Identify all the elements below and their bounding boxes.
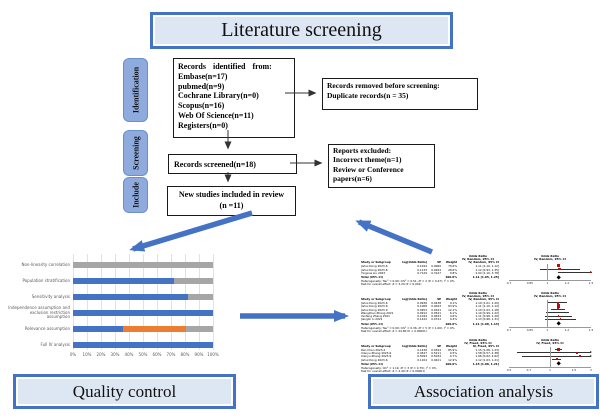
forest-study-row: Yanfang Zhang 2021 0.1044 0.0633 4.6% 1.11 [0.98, 1.26] (361, 314, 499, 319)
bar-row (6, 337, 213, 353)
heterogeneity-note: Heterogeneity: Tau² = 0.00; Chi² = 0.36, df = 5 (P = 1.00); I² = 0% (361, 325, 455, 330)
bar-row (6, 273, 213, 289)
arrow-association-to-diagram (359, 222, 432, 252)
removed-line: Records removed before screening: (327, 81, 440, 90)
forest-study-row: Jianglin Li 2021 0.1222 0.0741 4.2% 1.13 [0.98, 1.31] (361, 317, 499, 322)
total-diamond (556, 362, 561, 367)
forest-column-header: SE (437, 297, 441, 302)
forest-axis-tick: 1.2 (564, 327, 570, 332)
forest-axis-tick: 0.7 (506, 281, 512, 286)
bar-segment (73, 326, 123, 332)
effect-marker (557, 312, 559, 314)
effect-marker (556, 358, 558, 360)
qc-gridline (213, 254, 214, 350)
x-axis-tick: 40% (124, 352, 134, 357)
forest-study-row: Jishui Dong 2023-9 0.0953 0.0341 12.1% 1.10 [1.03, 1.18] (361, 307, 499, 312)
records-removed-box (322, 78, 478, 110)
effect-marker (557, 304, 560, 307)
bar-segment (123, 326, 186, 332)
total-diamond (556, 321, 561, 326)
forest-study-row: Wangzhen Zhang 2021 0.0912 0.0541 6.1% 1.10 [0.99, 1.22] (361, 310, 499, 315)
quality-control-label: Quality control (72, 381, 177, 401)
effect-marker (557, 302, 559, 304)
forest-effect-label: IV, Random, 95% CI (462, 293, 494, 298)
bar-row (6, 321, 213, 337)
forest-axis-tick: 1 (546, 327, 549, 332)
bar-segment (186, 326, 213, 332)
records-screened-box (168, 154, 297, 174)
forest-column-header: log[Odds Ratio] (402, 343, 427, 348)
forest-graph-title: Odds Ratio (541, 290, 559, 295)
association-analysis-label-box (368, 374, 599, 409)
bar-track (73, 294, 213, 300)
db-line: Registers(n=0) (178, 120, 228, 130)
forest-column-header: Weight (445, 260, 457, 265)
forest-study-row: Ran Chen 2023-2 0.1436 0.0344 85.9% 1.15 [1.08, 1.23] (361, 347, 499, 352)
bar-category-label: Full IV analysis (40, 341, 70, 347)
forest-column-header: log[Odds Ratio] (402, 260, 427, 265)
forest-study-row: Jishui Dong 2023-8 0.1133 0.0944 28.6% 1.12 [0.93, 1.35] (361, 267, 499, 272)
x-axis-tick: 90% (194, 352, 204, 357)
forest-column-header: Weight (445, 343, 457, 348)
bar-track (73, 310, 213, 316)
x-axis-tick: 100% (207, 352, 219, 357)
forest-column-header: SE (437, 260, 441, 265)
forest-study-row: Jishui Dong 2023-6 0.1104 0.0421 12.9% 1.12 [1.03, 1.21] (361, 357, 499, 362)
effect-marker (557, 264, 560, 267)
forest-axis-tick: 0.7 (526, 367, 532, 372)
effect-marker (590, 272, 592, 274)
overall-effect-note: Test for overall effect: Z = 3.24 (P = 0.001) (361, 282, 422, 287)
forest-axis-tick: 1.2 (564, 281, 570, 286)
quality-control-label-box (13, 374, 236, 409)
records-screened-label: Records screened(n=18) (174, 159, 256, 169)
forest-plot (361, 254, 597, 286)
ci-arrow-icon (590, 355, 592, 357)
new-studies-box (167, 186, 296, 216)
total-diamond (556, 275, 561, 280)
db-line: Web Of Science(n=11) (178, 110, 254, 120)
overall-effect-note: Test for overall effect: Z = 24.80 (P < 0.00001) (361, 328, 427, 333)
records-identified-title: Records identified from: (178, 62, 272, 71)
bar-track (73, 326, 213, 332)
excluded-line: Reports excluded: (333, 146, 392, 155)
bar-track (73, 262, 213, 268)
forest-col-title: Odds Ratio (469, 337, 487, 342)
forest-effect-label: IV, Fixed, 95% CI (464, 340, 492, 345)
bar-category-label: Relevance assumption (24, 325, 70, 331)
removed-line: Duplicate records(n = 35) (327, 91, 409, 100)
forest-axis (509, 280, 591, 281)
effect-marker (558, 268, 560, 270)
heterogeneity-note: Heterogeneity: Tau² = 0.00; Chi² = 0.51, df = 2 (P = 0.47); I² = 0% (361, 278, 455, 283)
forest-axis-tick: 1 (546, 281, 549, 286)
ci-whisker (517, 352, 591, 353)
bar-row (6, 305, 213, 321)
forest-study-row: Xianyu Zhang 2023-6 0.4547 0.5211 0.5% 1.58 [0.57, 4.38] (361, 351, 499, 355)
stage-include-label: Include (131, 182, 140, 208)
forest-axis-tick: 1 (549, 367, 551, 372)
forest-column-header: IV, Random, 95% CI (468, 260, 499, 265)
x-axis-tick: 50% (138, 352, 148, 357)
forest-column-header: Study or Subgroup (361, 297, 391, 302)
stage-screening (123, 130, 148, 176)
bar-segment (174, 278, 213, 284)
title-box (150, 12, 453, 49)
stage-identification-label: Identification (131, 66, 140, 114)
x-axis-tick: 0% (69, 352, 77, 357)
forest-total-row: Total (95% CI) 100.0% 1.11 [1.05, 1.25] (361, 275, 499, 280)
forest-column-header: Study or Subgroup (361, 343, 391, 348)
new-studies-line: (n =11) (219, 201, 244, 210)
excluded-line: papers(n=6) (333, 174, 372, 184)
forest-graph-title: Odds Ratio (541, 337, 559, 342)
forest-column-header: IV, Fixed, 95% CI (472, 343, 499, 348)
forest-graph-title: Odds Ratio (541, 254, 559, 258)
arrow-to-quality-control (133, 213, 252, 249)
x-axis-tick: 80% (180, 352, 190, 357)
stage-include (123, 177, 148, 213)
forest-axis-tick: 0.85 (526, 327, 533, 332)
forest-effect-label: IV, Random, 95% CI (534, 257, 566, 262)
forest-col-title: Odds Ratio (469, 290, 487, 295)
forest-column-header: Study or Subgroup (361, 260, 391, 265)
x-axis-tick: 30% (110, 352, 120, 357)
bar-category-label: Sensitivity analysis (31, 293, 70, 299)
forest-axis-tick: 1.5 (571, 367, 577, 372)
forest-study-row: Yingxue Liu 2023 0.7129 0.3147 0.8% 2.04 [1.10, 3.78] (361, 270, 499, 275)
forest-effect-label: IV, Random, 95% CI (534, 293, 566, 298)
ci-arrow-icon (590, 351, 592, 353)
forest-study-row: Xianyu Zhang 2023-9 0.5093 0.5034 0.7% 1.66 [0.62, 4.62] (361, 354, 499, 359)
forest-axis-tick: 2 (590, 367, 592, 372)
x-axis-tick: 10% (82, 352, 92, 357)
effect-marker (557, 308, 559, 310)
effect-marker (560, 318, 562, 320)
forest-column-header: log[Odds Ratio] (402, 297, 427, 302)
excluded-line: Review or Conference (333, 164, 404, 174)
bar-segment (73, 310, 213, 316)
effect-marker (576, 352, 578, 354)
forest-study-row: Jishui Dong 2023-6 0.1044 0.0060 70.6% 1.11 [1.10, 1.12] (361, 264, 499, 269)
forest-axis-tick: 0.5 (506, 367, 512, 372)
effect-marker (558, 315, 560, 317)
x-axis-tick: 20% (96, 352, 106, 357)
forest-col-title: Odds Ratio (469, 254, 487, 258)
heterogeneity-note: Heterogeneity: Chi² = 1.19, df = 3 (P = 0.75); I² = 0% (361, 365, 437, 370)
forest-effect-label: IV, Random, 95% CI (462, 257, 494, 262)
bar-category-label: Independence assumption and exclusion restriction assumption (8, 305, 70, 320)
page-title: Literature screening (221, 19, 382, 41)
x-axis-tick: 60% (152, 352, 162, 357)
association-analysis-label: Association analysis (413, 381, 554, 401)
forest-plot (361, 291, 597, 333)
forest-axis-tick: 1.5 (588, 281, 594, 286)
bar-segment (188, 294, 213, 300)
stage-screening-label: Screening (131, 136, 140, 170)
ci-whisker (558, 272, 591, 273)
bar-category-label: Population stratification (22, 277, 70, 283)
bar-track (73, 342, 213, 348)
null-line (547, 300, 548, 326)
forest-total-row: Total (95% CI) 100.0% 1.11 [1.08, 1.13] (361, 321, 499, 326)
forest-column-header: IV, Random, 95% CI (468, 297, 499, 302)
db-line: Cochrane Library(n=0) (178, 91, 259, 101)
db-line: pubmed(n=9) (178, 81, 225, 91)
forest-column-header: Weight (445, 297, 457, 302)
null-line (547, 264, 548, 280)
bar-segment (73, 342, 213, 348)
forest-total-row: Total (95% CI) 100.0% 1.15 [1.08, 1.21] (361, 362, 499, 367)
forest-axis-tick: 0.7 (506, 327, 512, 332)
quality-control-chart (6, 246, 238, 366)
forest-axis-tick: 0.85 (526, 281, 533, 286)
db-line: Embase(n=17) (178, 71, 228, 81)
new-studies-line: New studies included in review (178, 190, 285, 199)
bar-segment (73, 278, 174, 284)
bar-segment (73, 262, 213, 268)
bar-track (73, 278, 213, 284)
effect-marker (579, 355, 581, 357)
bar-row (6, 257, 213, 273)
excluded-line: Incorrect theme(n=1) (333, 155, 402, 165)
bar-segment (73, 294, 188, 300)
overall-effect-note: Test for overall effect: Z = 4.49 (P < 0.00001) (361, 369, 426, 373)
forest-effect-label: IV, Fixed, 95% CI (536, 340, 564, 345)
db-line: Scopus(n=16) (178, 101, 225, 111)
forest-column-header: SE (437, 343, 441, 348)
forest-axis (509, 327, 591, 328)
forest-plot (361, 338, 597, 374)
records-identified-box (173, 58, 295, 138)
forest-study-row: Jishui Dong 2023-6 0.0936 0.0438 9.1% 1.10 [1.01, 1.20] (361, 300, 499, 305)
reports-excluded-box (328, 144, 435, 188)
forest-axis-tick: 1.5 (588, 327, 594, 332)
stage-identification (123, 58, 148, 122)
null-line (550, 347, 551, 367)
effect-marker (557, 348, 561, 352)
forest-study-row: Jishui Dong 2023-8 0.1008 0.0043 63.9% 1.11 [1.10, 1.12] (361, 304, 499, 309)
x-axis-tick: 70% (166, 352, 176, 357)
bar-category-label: Non-linearity correlation (21, 261, 70, 267)
bar-row (6, 289, 213, 305)
